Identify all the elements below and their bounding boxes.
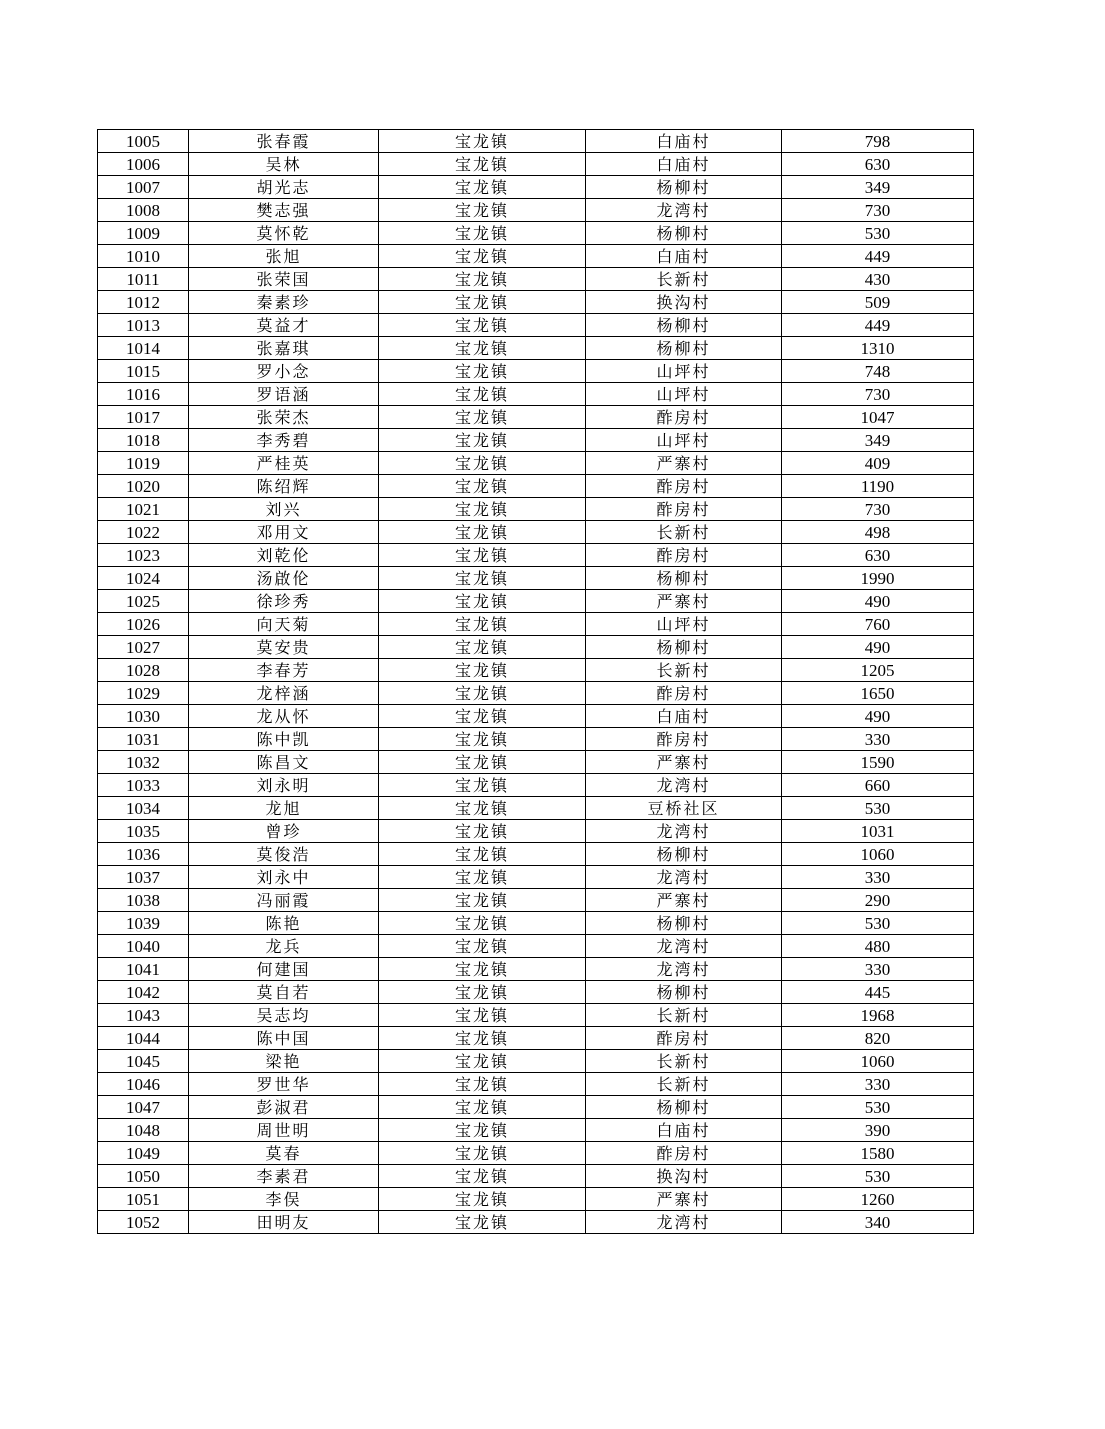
cell-town: 宝龙镇	[379, 498, 586, 521]
cell-amount: 1047	[782, 406, 974, 429]
cell-id: 1044	[98, 1027, 189, 1050]
cell-village: 山坪村	[586, 429, 782, 452]
table-row	[98, 1027, 974, 1050]
cell-id: 1046	[98, 1073, 189, 1096]
cell-town: 宝龙镇	[379, 291, 586, 314]
cell-village: 杨柳村	[586, 314, 782, 337]
roster-table	[97, 129, 974, 1234]
table-row	[98, 682, 974, 705]
cell-amount: 1590	[782, 751, 974, 774]
cell-id: 1006	[98, 153, 189, 176]
table-row	[98, 843, 974, 866]
cell-village: 长新村	[586, 1050, 782, 1073]
cell-town: 宝龙镇	[379, 383, 586, 406]
cell-name: 陈艳	[189, 912, 379, 935]
cell-town: 宝龙镇	[379, 475, 586, 498]
cell-id: 1024	[98, 567, 189, 590]
table-row	[98, 1050, 974, 1073]
table-row	[98, 866, 974, 889]
table-row	[98, 1119, 974, 1142]
cell-name: 刘永中	[189, 866, 379, 889]
cell-name: 莫自若	[189, 981, 379, 1004]
cell-amount: 490	[782, 590, 974, 613]
table-row	[98, 1004, 974, 1027]
cell-town: 宝龙镇	[379, 544, 586, 567]
table-row	[98, 199, 974, 222]
cell-id: 1045	[98, 1050, 189, 1073]
cell-id: 1040	[98, 935, 189, 958]
cell-amount: 1580	[782, 1142, 974, 1165]
roster-table-body	[98, 130, 974, 1234]
cell-village: 酢房村	[586, 406, 782, 429]
cell-name: 莫怀乾	[189, 222, 379, 245]
cell-id: 1037	[98, 866, 189, 889]
cell-name: 彭淑君	[189, 1096, 379, 1119]
table-row	[98, 222, 974, 245]
cell-amount: 330	[782, 958, 974, 981]
cell-village: 酢房村	[586, 475, 782, 498]
table-row	[98, 820, 974, 843]
table-row	[98, 153, 974, 176]
cell-amount: 290	[782, 889, 974, 912]
cell-id: 1018	[98, 429, 189, 452]
table-row	[98, 337, 974, 360]
table-row	[98, 958, 974, 981]
cell-town: 宝龙镇	[379, 268, 586, 291]
cell-amount: 1260	[782, 1188, 974, 1211]
cell-id: 1039	[98, 912, 189, 935]
cell-village: 严寨村	[586, 751, 782, 774]
cell-amount: 1060	[782, 1050, 974, 1073]
cell-name: 陈中国	[189, 1027, 379, 1050]
cell-id: 1043	[98, 1004, 189, 1027]
cell-name: 李春芳	[189, 659, 379, 682]
table-row	[98, 383, 974, 406]
cell-town: 宝龙镇	[379, 797, 586, 820]
cell-town: 宝龙镇	[379, 1119, 586, 1142]
cell-village: 龙湾村	[586, 820, 782, 843]
cell-id: 1017	[98, 406, 189, 429]
cell-name: 樊志强	[189, 199, 379, 222]
cell-id: 1030	[98, 705, 189, 728]
cell-village: 白庙村	[586, 1119, 782, 1142]
cell-village: 严寨村	[586, 1188, 782, 1211]
cell-amount: 1060	[782, 843, 974, 866]
cell-id: 1025	[98, 590, 189, 613]
cell-village: 杨柳村	[586, 222, 782, 245]
cell-name: 邓用文	[189, 521, 379, 544]
cell-id: 1021	[98, 498, 189, 521]
cell-village: 杨柳村	[586, 1096, 782, 1119]
table-row	[98, 636, 974, 659]
cell-name: 向天菊	[189, 613, 379, 636]
cell-id: 1027	[98, 636, 189, 659]
cell-amount: 530	[782, 1165, 974, 1188]
cell-amount: 530	[782, 797, 974, 820]
cell-amount: 330	[782, 866, 974, 889]
cell-amount: 349	[782, 176, 974, 199]
cell-village: 长新村	[586, 268, 782, 291]
table-row	[98, 1096, 974, 1119]
cell-town: 宝龙镇	[379, 705, 586, 728]
cell-town: 宝龙镇	[379, 820, 586, 843]
cell-village: 白庙村	[586, 153, 782, 176]
cell-name: 张嘉琪	[189, 337, 379, 360]
cell-name: 何建国	[189, 958, 379, 981]
table-row	[98, 544, 974, 567]
cell-name: 胡光志	[189, 176, 379, 199]
cell-village: 严寨村	[586, 452, 782, 475]
cell-town: 宝龙镇	[379, 636, 586, 659]
cell-name: 李秀碧	[189, 429, 379, 452]
cell-village: 山坪村	[586, 383, 782, 406]
cell-village: 长新村	[586, 659, 782, 682]
cell-village: 严寨村	[586, 889, 782, 912]
cell-name: 徐珍秀	[189, 590, 379, 613]
cell-town: 宝龙镇	[379, 590, 586, 613]
cell-id: 1050	[98, 1165, 189, 1188]
cell-amount: 490	[782, 705, 974, 728]
cell-id: 1010	[98, 245, 189, 268]
cell-name: 莫春	[189, 1142, 379, 1165]
cell-id: 1029	[98, 682, 189, 705]
cell-name: 罗语涵	[189, 383, 379, 406]
cell-amount: 330	[782, 728, 974, 751]
cell-amount: 449	[782, 245, 974, 268]
cell-amount: 630	[782, 544, 974, 567]
cell-id: 1031	[98, 728, 189, 751]
cell-town: 宝龙镇	[379, 613, 586, 636]
cell-id: 1022	[98, 521, 189, 544]
cell-id: 1032	[98, 751, 189, 774]
cell-amount: 1310	[782, 337, 974, 360]
table-row	[98, 912, 974, 935]
cell-village: 酢房村	[586, 544, 782, 567]
cell-town: 宝龙镇	[379, 751, 586, 774]
cell-amount: 1968	[782, 1004, 974, 1027]
cell-village: 白庙村	[586, 245, 782, 268]
cell-id: 1007	[98, 176, 189, 199]
cell-town: 宝龙镇	[379, 682, 586, 705]
cell-village: 杨柳村	[586, 176, 782, 199]
table-row	[98, 889, 974, 912]
cell-amount: 1650	[782, 682, 974, 705]
cell-village: 酢房村	[586, 1142, 782, 1165]
cell-amount: 330	[782, 1073, 974, 1096]
cell-town: 宝龙镇	[379, 1096, 586, 1119]
cell-village: 杨柳村	[586, 912, 782, 935]
cell-name: 刘乾伦	[189, 544, 379, 567]
cell-id: 1051	[98, 1188, 189, 1211]
cell-id: 1014	[98, 337, 189, 360]
cell-town: 宝龙镇	[379, 360, 586, 383]
table-row	[98, 705, 974, 728]
cell-id: 1034	[98, 797, 189, 820]
cell-village: 严寨村	[586, 590, 782, 613]
table-row	[98, 498, 974, 521]
cell-village: 酢房村	[586, 1027, 782, 1050]
cell-town: 宝龙镇	[379, 774, 586, 797]
cell-amount: 530	[782, 912, 974, 935]
cell-village: 山坪村	[586, 360, 782, 383]
cell-town: 宝龙镇	[379, 222, 586, 245]
cell-town: 宝龙镇	[379, 176, 586, 199]
cell-name: 罗小念	[189, 360, 379, 383]
cell-amount: 340	[782, 1211, 974, 1234]
cell-village: 换沟村	[586, 1165, 782, 1188]
cell-village: 杨柳村	[586, 981, 782, 1004]
table-row	[98, 360, 974, 383]
cell-village: 长新村	[586, 1073, 782, 1096]
cell-town: 宝龙镇	[379, 429, 586, 452]
cell-village: 杨柳村	[586, 636, 782, 659]
cell-town: 宝龙镇	[379, 406, 586, 429]
cell-name: 吴林	[189, 153, 379, 176]
cell-id: 1020	[98, 475, 189, 498]
cell-village: 龙湾村	[586, 866, 782, 889]
cell-village: 杨柳村	[586, 567, 782, 590]
cell-amount: 530	[782, 1096, 974, 1119]
cell-town: 宝龙镇	[379, 981, 586, 1004]
cell-name: 严桂英	[189, 452, 379, 475]
cell-amount: 748	[782, 360, 974, 383]
cell-amount: 498	[782, 521, 974, 544]
cell-town: 宝龙镇	[379, 1211, 586, 1234]
cell-name: 陈昌文	[189, 751, 379, 774]
cell-amount: 1205	[782, 659, 974, 682]
cell-town: 宝龙镇	[379, 1027, 586, 1050]
cell-id: 1019	[98, 452, 189, 475]
cell-name: 曾珍	[189, 820, 379, 843]
table-row	[98, 935, 974, 958]
cell-village: 白庙村	[586, 130, 782, 153]
cell-id: 1048	[98, 1119, 189, 1142]
cell-town: 宝龙镇	[379, 958, 586, 981]
cell-id: 1035	[98, 820, 189, 843]
cell-town: 宝龙镇	[379, 843, 586, 866]
cell-amount: 445	[782, 981, 974, 1004]
cell-id: 1036	[98, 843, 189, 866]
cell-amount: 630	[782, 153, 974, 176]
cell-amount: 1990	[782, 567, 974, 590]
cell-village: 酢房村	[586, 682, 782, 705]
table-row	[98, 291, 974, 314]
cell-amount: 730	[782, 498, 974, 521]
cell-name: 陈绍辉	[189, 475, 379, 498]
table-row	[98, 268, 974, 291]
cell-name: 莫安贵	[189, 636, 379, 659]
cell-town: 宝龙镇	[379, 337, 586, 360]
cell-name: 龙从怀	[189, 705, 379, 728]
cell-village: 龙湾村	[586, 774, 782, 797]
cell-town: 宝龙镇	[379, 866, 586, 889]
cell-id: 1012	[98, 291, 189, 314]
cell-id: 1015	[98, 360, 189, 383]
cell-amount: 509	[782, 291, 974, 314]
cell-town: 宝龙镇	[379, 1188, 586, 1211]
cell-town: 宝龙镇	[379, 1073, 586, 1096]
cell-id: 1016	[98, 383, 189, 406]
cell-id: 1052	[98, 1211, 189, 1234]
cell-village: 龙湾村	[586, 958, 782, 981]
cell-amount: 730	[782, 199, 974, 222]
cell-amount: 1031	[782, 820, 974, 843]
table-row	[98, 452, 974, 475]
table-row	[98, 728, 974, 751]
cell-name: 张荣杰	[189, 406, 379, 429]
cell-town: 宝龙镇	[379, 889, 586, 912]
cell-town: 宝龙镇	[379, 452, 586, 475]
cell-town: 宝龙镇	[379, 521, 586, 544]
table-row	[98, 590, 974, 613]
cell-id: 1033	[98, 774, 189, 797]
cell-name: 张荣国	[189, 268, 379, 291]
cell-name: 梁艳	[189, 1050, 379, 1073]
cell-town: 宝龙镇	[379, 1165, 586, 1188]
cell-name: 汤啟伦	[189, 567, 379, 590]
cell-town: 宝龙镇	[379, 314, 586, 337]
cell-amount: 449	[782, 314, 974, 337]
cell-amount: 798	[782, 130, 974, 153]
cell-town: 宝龙镇	[379, 199, 586, 222]
cell-id: 1041	[98, 958, 189, 981]
cell-name: 秦素珍	[189, 291, 379, 314]
cell-id: 1028	[98, 659, 189, 682]
cell-village: 龙湾村	[586, 935, 782, 958]
cell-id: 1042	[98, 981, 189, 1004]
cell-name: 罗世华	[189, 1073, 379, 1096]
cell-amount: 390	[782, 1119, 974, 1142]
table-row	[98, 751, 974, 774]
cell-amount: 660	[782, 774, 974, 797]
table-row	[98, 797, 974, 820]
cell-id: 1049	[98, 1142, 189, 1165]
cell-village: 长新村	[586, 1004, 782, 1027]
cell-amount: 730	[782, 383, 974, 406]
cell-id: 1026	[98, 613, 189, 636]
table-row	[98, 245, 974, 268]
cell-id: 1013	[98, 314, 189, 337]
cell-name: 龙梓涵	[189, 682, 379, 705]
table-row	[98, 176, 974, 199]
cell-town: 宝龙镇	[379, 1050, 586, 1073]
cell-amount: 1190	[782, 475, 974, 498]
table-row	[98, 659, 974, 682]
cell-town: 宝龙镇	[379, 659, 586, 682]
cell-village: 换沟村	[586, 291, 782, 314]
cell-town: 宝龙镇	[379, 912, 586, 935]
cell-town: 宝龙镇	[379, 153, 586, 176]
table-row	[98, 1142, 974, 1165]
cell-amount: 349	[782, 429, 974, 452]
cell-id: 1011	[98, 268, 189, 291]
cell-id: 1008	[98, 199, 189, 222]
cell-id: 1047	[98, 1096, 189, 1119]
cell-name: 李俣	[189, 1188, 379, 1211]
cell-name: 张旭	[189, 245, 379, 268]
cell-amount: 760	[782, 613, 974, 636]
cell-amount: 530	[782, 222, 974, 245]
cell-amount: 430	[782, 268, 974, 291]
cell-town: 宝龙镇	[379, 567, 586, 590]
cell-name: 冯丽霞	[189, 889, 379, 912]
cell-village: 杨柳村	[586, 843, 782, 866]
cell-town: 宝龙镇	[379, 245, 586, 268]
table-row	[98, 475, 974, 498]
cell-village: 山坪村	[586, 613, 782, 636]
cell-village: 长新村	[586, 521, 782, 544]
cell-name: 莫益才	[189, 314, 379, 337]
table-row	[98, 406, 974, 429]
cell-name: 陈中凯	[189, 728, 379, 751]
cell-id: 1038	[98, 889, 189, 912]
cell-town: 宝龙镇	[379, 1004, 586, 1027]
cell-town: 宝龙镇	[379, 728, 586, 751]
cell-name: 刘永明	[189, 774, 379, 797]
cell-village: 豆桥社区	[586, 797, 782, 820]
cell-id: 1005	[98, 130, 189, 153]
cell-amount: 409	[782, 452, 974, 475]
cell-village: 龙湾村	[586, 1211, 782, 1234]
cell-town: 宝龙镇	[379, 935, 586, 958]
cell-id: 1023	[98, 544, 189, 567]
table-row	[98, 567, 974, 590]
table-row	[98, 130, 974, 153]
cell-name: 张春霞	[189, 130, 379, 153]
table-row	[98, 613, 974, 636]
table-row	[98, 429, 974, 452]
table-row	[98, 521, 974, 544]
table-row	[98, 314, 974, 337]
table-row	[98, 1165, 974, 1188]
cell-village: 白庙村	[586, 705, 782, 728]
cell-id: 1009	[98, 222, 189, 245]
cell-town: 宝龙镇	[379, 1142, 586, 1165]
cell-village: 杨柳村	[586, 337, 782, 360]
cell-amount: 480	[782, 935, 974, 958]
table-row	[98, 1073, 974, 1096]
cell-name: 吴志均	[189, 1004, 379, 1027]
cell-name: 龙旭	[189, 797, 379, 820]
cell-name: 龙兵	[189, 935, 379, 958]
cell-name: 刘兴	[189, 498, 379, 521]
cell-name: 田明友	[189, 1211, 379, 1234]
cell-village: 酢房村	[586, 728, 782, 751]
cell-village: 酢房村	[586, 498, 782, 521]
cell-amount: 490	[782, 636, 974, 659]
cell-name: 周世明	[189, 1119, 379, 1142]
table-row	[98, 1188, 974, 1211]
cell-town: 宝龙镇	[379, 130, 586, 153]
cell-name: 莫俊浩	[189, 843, 379, 866]
cell-village: 龙湾村	[586, 199, 782, 222]
cell-amount: 820	[782, 1027, 974, 1050]
table-row	[98, 774, 974, 797]
table-row	[98, 981, 974, 1004]
cell-name: 李素君	[189, 1165, 379, 1188]
table-row	[98, 1211, 974, 1234]
